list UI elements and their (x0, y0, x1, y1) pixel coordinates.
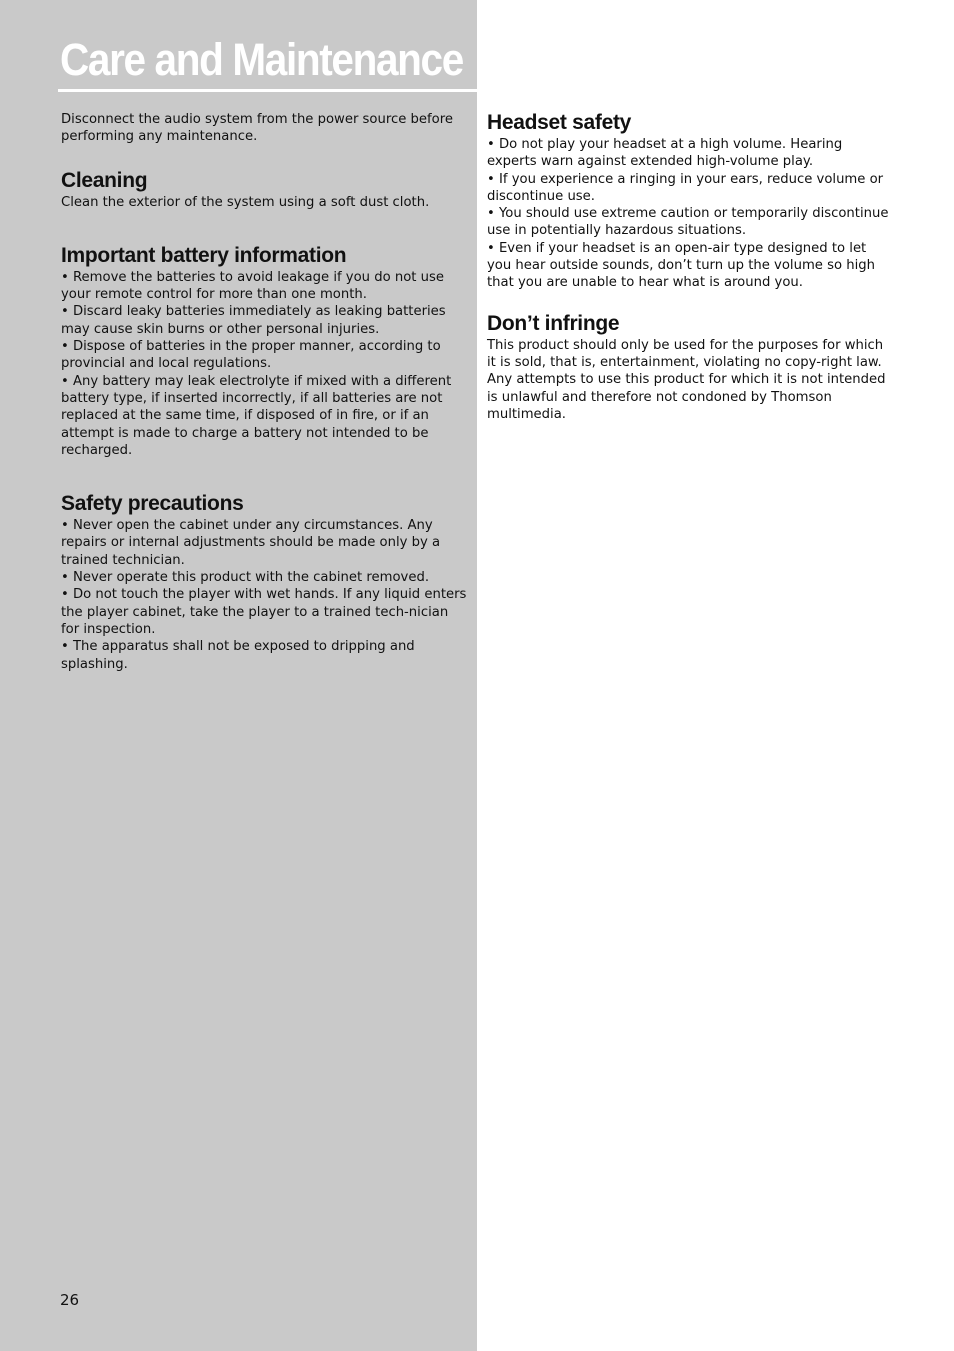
title-rule (58, 89, 477, 92)
intro-paragraph: Disconnect the audio system from the power source before performing any maintenance. (61, 112, 453, 145)
right-column (487, 110, 893, 423)
page-title: Care and Maintenance (60, 34, 463, 85)
headset-item: • If you experience a ringing in your ears, reduce volume or discontinue use. (487, 171, 884, 204)
safety-item: • Do not touch the player with wet hands. If any liquid enters the player cabinet, take the player to a trained tech-nician for inspection. (61, 587, 467, 637)
cleaning-text: Clean the exterior of the system using a soft dust cloth. (61, 194, 430, 210)
headset-item: • Even if your headset is an open-air type designed to let you hear outside sounds, don’t turn up the volume so high that you are unable to hear what is around you. (487, 240, 875, 291)
page-number: 26 (60, 1291, 80, 1309)
battery-item: • Discard leaky batteries immediately as leaking batteries may cause skin burns or other personal injuries. (61, 304, 446, 337)
battery-heading: Important battery information (61, 243, 347, 267)
left-column (61, 111, 467, 673)
battery-item: • Remove the batteries to avoid leakage if you do not use your remote control for more than one month. (61, 269, 444, 303)
headset-item: • Do not play your headset at a high volume. Hearing experts warn against extended high-volume play. (487, 137, 843, 170)
headset-item: • You should use extreme caution or temporarily discontinue use in potentially hazardous situations. (487, 206, 889, 239)
safety-item: • Never open the cabinet under any circumstances. Any repairs or internal adjustments should be made only by a trained technician. (61, 518, 441, 568)
safety-heading: Safety precautions (61, 492, 244, 516)
headset-heading: Headset safety (487, 111, 632, 134)
battery-item: • Dispose of batteries in the proper manner, according to provincial and local regulations. (61, 339, 441, 372)
safety-item: • The apparatus shall not be exposed to dripping and splashing. (61, 639, 415, 672)
infringe-text: This product should only be used for the purposes for which it is sold, that is, entertainment, violating no copy-right law. Any attempts to use this product for which it is not intended is unlawful and therefore not condoned by Thomson multimedia. (487, 337, 886, 422)
infringe-heading: Don’t infringe (487, 311, 620, 335)
battery-item: • Any battery may leak electrolyte if mixed with a different battery type, if inserted incorrectly, if all batteries are not replaced at the same time, if disposed of in fire, or if an attempt is made to charge a battery not intended to be recharged. (61, 373, 452, 458)
cleaning-heading: Cleaning (61, 168, 148, 192)
safety-item: • Never operate this product with the cabinet removed. (61, 570, 430, 586)
